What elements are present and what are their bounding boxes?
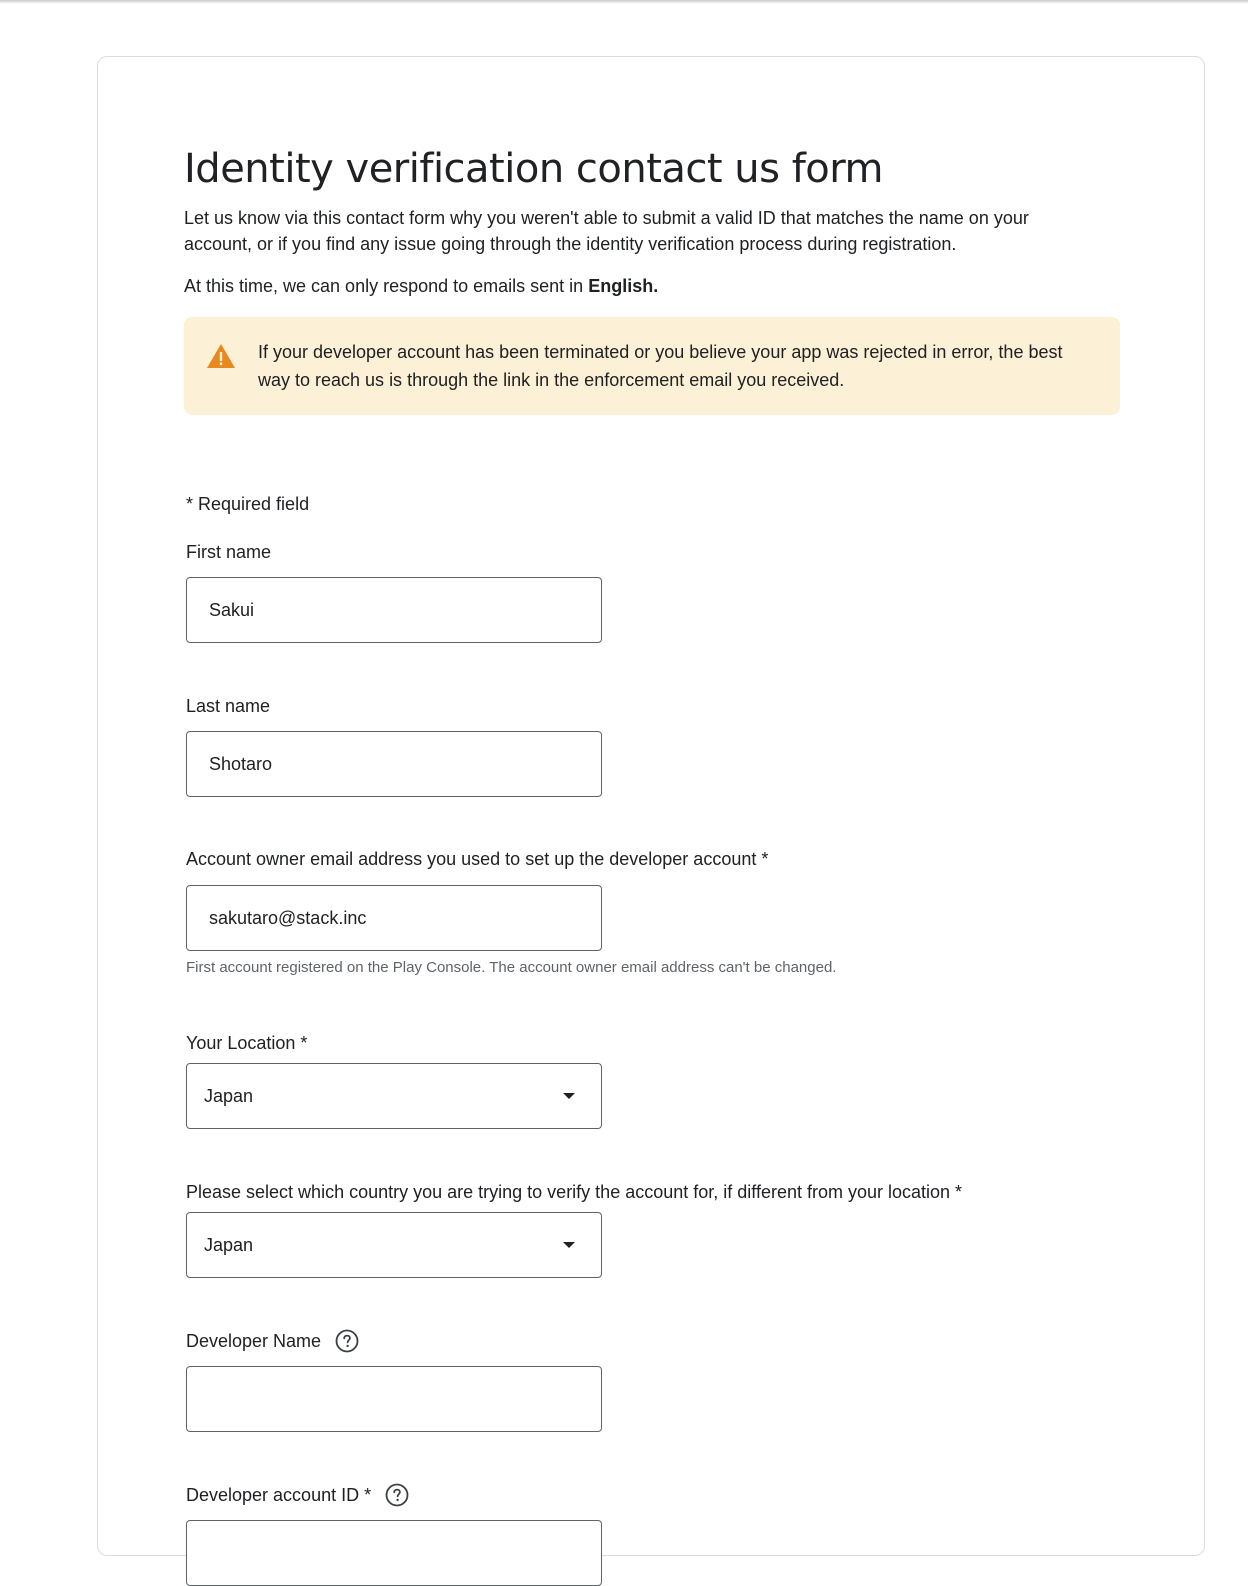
location-label-text: Your Location * (186, 1033, 308, 1053)
first-name-label-text: First name (186, 542, 272, 562)
verify-country-label-text: Please select which country you are trying to verify the account for, if different from your location * (186, 1182, 963, 1202)
last-name-input[interactable]: Shotaro (186, 731, 602, 797)
developer-account-id-label (186, 1483, 409, 1507)
email-helper-text: First account registered on the Play Console. The account owner email address can't be changed. (186, 959, 837, 976)
warning-triangle-icon (206, 342, 236, 370)
warning-banner (184, 317, 1120, 415)
developer-name-label (186, 1329, 359, 1353)
email-label (186, 847, 768, 871)
verify-country-select-value: Japan (204, 1235, 254, 1255)
location-select[interactable] (186, 1063, 602, 1129)
top-shadow (0, 0, 1248, 4)
help-circle-icon[interactable] (335, 1329, 359, 1353)
chevron-down-icon (563, 1242, 575, 1248)
warning-text: If your developer account has been terminated or you believe your app was rejected in error, the best way to reach us is through the link in the enforcement email you received. (258, 342, 1063, 390)
first-name-label (186, 540, 271, 564)
required-field-note: * Required field (186, 494, 310, 514)
language-note-text: At this time, we can only respond to emails sent in (184, 276, 589, 296)
last-name-label (186, 694, 270, 718)
verify-country-select[interactable] (186, 1212, 602, 1278)
verify-country-label (186, 1180, 962, 1204)
form-content (184, 141, 1124, 1505)
help-circle-icon[interactable] (385, 1483, 409, 1507)
language-note (184, 273, 1124, 299)
intro-text: Let us know via this contact form why you weren't able to submit a valid ID that matches the name on your account, or if you find any issue going through the identity verification process during registration. (184, 208, 1029, 254)
email-input[interactable]: sakutaro@stack.inc (186, 885, 602, 951)
location-select-value: Japan (204, 1086, 254, 1106)
location-label (186, 1031, 307, 1055)
developer-account-id-label-text: Developer account ID * (186, 1485, 372, 1505)
developer-name-input[interactable] (186, 1366, 602, 1432)
language-note-bold: English. (588, 276, 659, 296)
last-name-label-text: Last name (186, 696, 271, 716)
developer-account-id-input[interactable] (186, 1520, 602, 1586)
page-title: Identity verification contact us form (184, 146, 883, 192)
email-label-text: Account owner email address you used to set up the developer account * (186, 849, 769, 869)
form-card (97, 56, 1205, 1556)
first-name-input[interactable]: Sakui (186, 577, 602, 643)
chevron-down-icon (563, 1093, 575, 1099)
developer-name-label-text: Developer Name (186, 1331, 322, 1351)
